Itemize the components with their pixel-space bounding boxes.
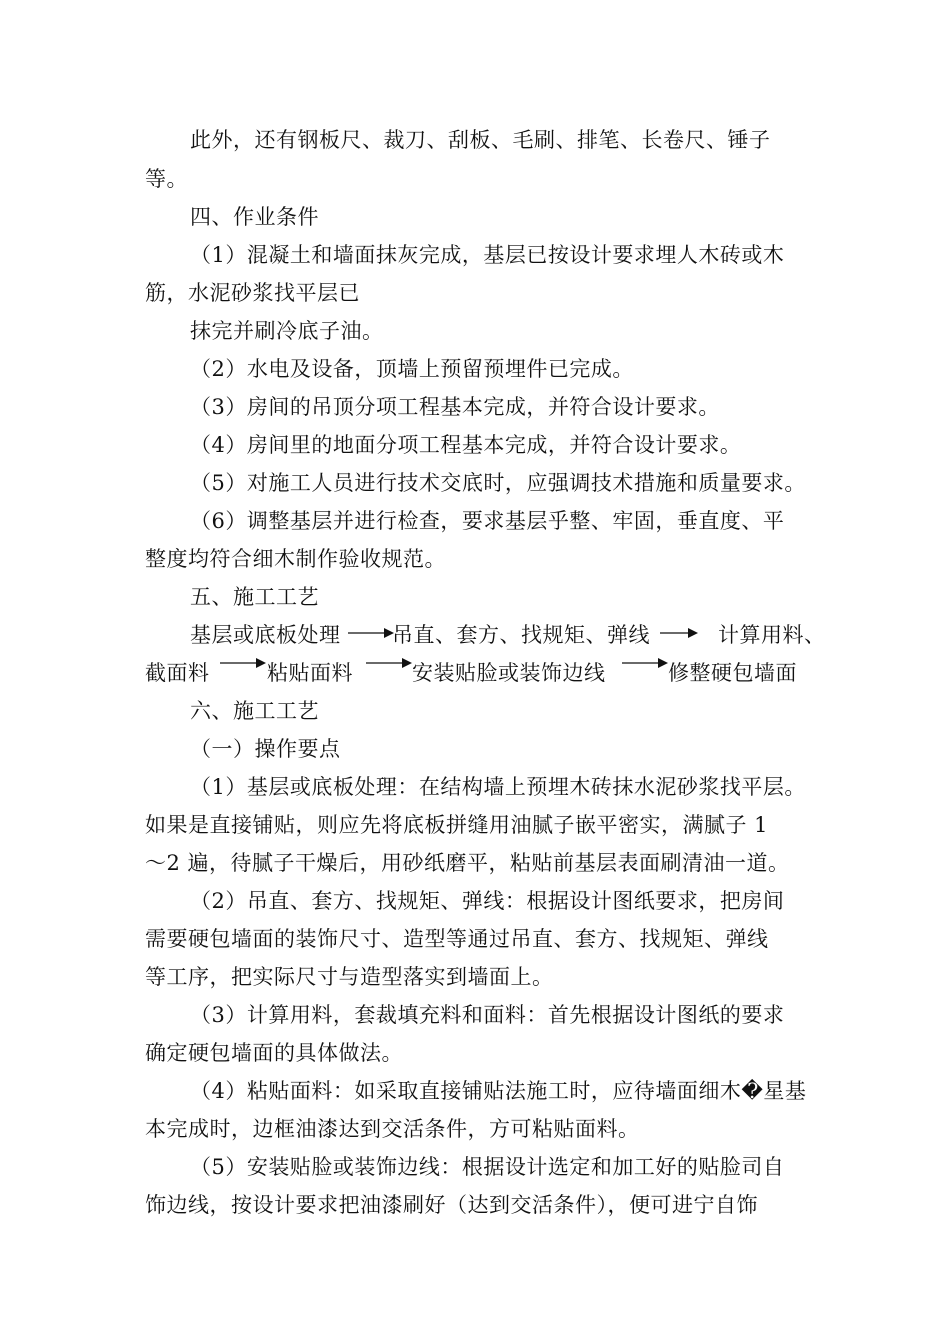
paragraph-line: 此外，还有钢板尺、裁刀、刮板、毛刷、排笔、长卷尺、锤子 [190, 128, 771, 152]
arrow-right-icon [348, 625, 394, 641]
subsection-heading: （一）操作要点 [190, 737, 341, 761]
paragraph-line: （3）计算用料，套裁填充料和面料：首先根据设计图纸的要求 [190, 1003, 785, 1027]
flow-step: 截面料 [145, 661, 210, 685]
arrow-right-icon [220, 655, 266, 671]
paragraph-line: ～2 遍，待腻子干燥后，用砂纸磨平，粘贴前基层表面刷清油一道。 [145, 851, 790, 875]
paragraph-line: 抹完并刷冷底子油。 [190, 319, 384, 343]
flow-step: 修整硬包墙面 [668, 661, 797, 685]
flow-step: 安装贴脸或装饰边线 [412, 661, 606, 685]
paragraph-line: （6）调整基层并进行检查，要求基层乎整、牢固，垂直度、平 [190, 509, 785, 533]
paragraph-line: 饰边线，按设计要求把油漆刷好（达到交活条件），便可进宁自饰 [145, 1193, 758, 1217]
paragraph-line: （4）房间里的地面分项工程基本完成，并符合设计要求。 [190, 433, 742, 457]
arrow-right-icon [622, 655, 668, 671]
paragraph-line: 整度均符合细木制作验收规范。 [145, 547, 446, 571]
process-flow-row [0, 659, 950, 699]
paragraph-line: 等。 [145, 167, 188, 191]
paragraph-line: （2）吊直、套方、找规矩、弹线：根据设计图纸要求，把房间 [190, 889, 785, 913]
paragraph-line: 等工序，把实际尺寸与造型落实到墙面上。 [145, 965, 554, 989]
arrow-right-icon [660, 625, 698, 641]
paragraph-line: 筋，水泥砂浆找平层已 [145, 281, 360, 305]
paragraph-line: （5）对施工人员进行技术交底时，应强调技术措施和质量要求。 [190, 471, 806, 495]
flow-step: 吊直、套方、找规矩、弹线 [392, 623, 650, 647]
arrow-right-icon [366, 655, 412, 671]
paragraph-line: 如果是直接铺贴，则应先将底板拼缝用油腻子嵌平密实，满腻子 1 [145, 813, 769, 837]
paragraph-line: （3）房间的吊顶分项工程基本完成，并符合设计要求。 [190, 395, 720, 419]
paragraph-line: （5）安装贴脸或装饰边线：根据设计选定和加工好的贴脸司自 [190, 1155, 785, 1179]
section-heading: 五、施工工艺 [190, 585, 319, 609]
flow-step: 基层或底板处理 [190, 623, 341, 647]
paragraph-line: （1）混凝土和墙面抹灰完成，基层已按设计要求埋人木砖或木 [190, 243, 785, 267]
section-heading: 六、施工工艺 [190, 699, 319, 723]
paragraph-line: 本完成时，边框油漆达到交活条件，方可粘贴面料。 [145, 1117, 640, 1141]
flow-step: 计算用料、 [718, 623, 826, 647]
flow-step: 粘贴面料 [267, 661, 353, 685]
paragraph-line: （1）基层或底板处理：在结构墙上预埋木砖抹水泥砂浆找平层。 [190, 775, 806, 799]
section-heading: 四、作业条件 [190, 205, 319, 229]
paragraph-line: 确定硬包墙面的具体做法。 [145, 1041, 403, 1065]
process-flow-row [0, 621, 950, 661]
paragraph-line: （2）水电及设备，顶墙上预留预埋件已完成。 [190, 357, 634, 381]
paragraph-line: （4）粘贴面料：如采取直接铺贴法施工时，应待墙面细木�星基 [190, 1079, 807, 1103]
paragraph-line: 需要硬包墙面的装饰尺寸、造型等通过吊直、套方、找规矩、弹线 [145, 927, 769, 951]
